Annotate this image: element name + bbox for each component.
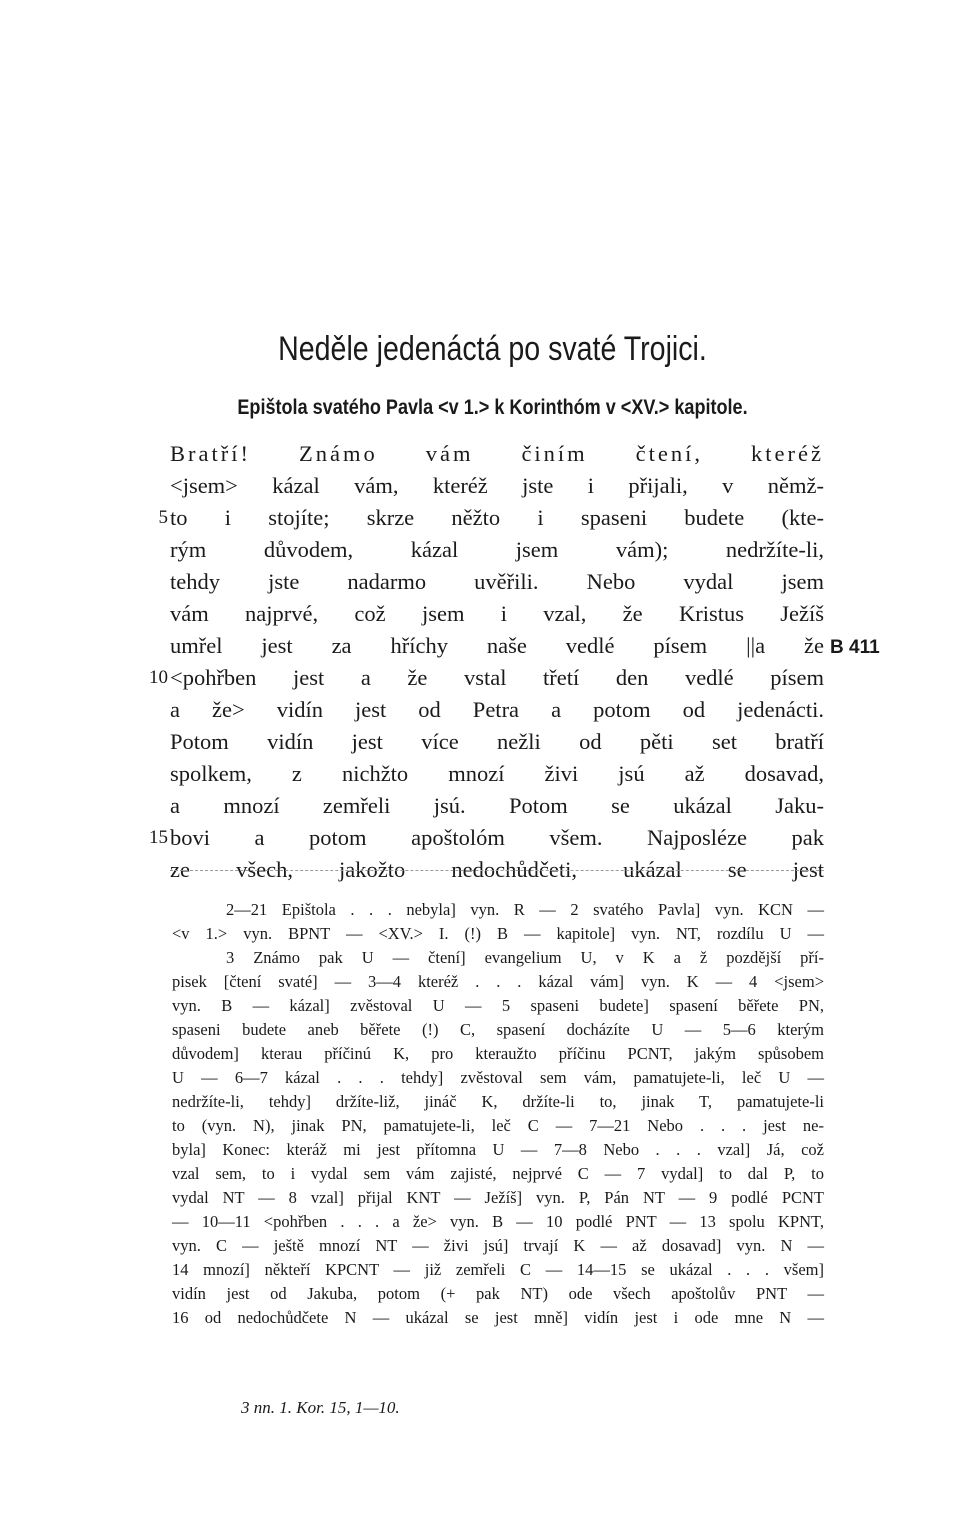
body-line: bovi a potom apoštolóm všem. Najposléze pak	[170, 825, 824, 850]
note-line: 2—21 Epištola . . . nebyla] vyn. R — 2 svatého Pavla] vyn. KCN —	[226, 900, 824, 919]
note-line: důvodem] kterau příčinú K, pro kteraužto příčinu PCNT, jakým spůsobem	[172, 1044, 824, 1063]
body-line: to i stojíte; skrze něžto i spaseni budete (kte-	[170, 505, 824, 530]
line-number: 10	[149, 667, 168, 688]
note-line: U — 6—7 kázal . . . tehdy] zvěstoval sem vám, pamatujete-li, leč U —	[172, 1068, 824, 1087]
note-line: nedržíte-li, tehdy] držíte-liž, jináč K, držíte-li to, jinak T, pamatujete-li	[172, 1092, 824, 1111]
body-line: Bratří! Známo vám činím čtení, kteréž	[170, 441, 824, 466]
note-line: 14 mnozí] někteří KPCNT — již zemřeli C — 14—15 se ukázal . . . všem]	[172, 1260, 824, 1279]
note-line: <v 1.> vyn. BPNT — <XV.> I. (!) B — kapitole] vyn. NT, rozdílu U —	[172, 924, 824, 943]
note-line: spaseni budete aneb běřete (!) C, spasení docházíte U — 5—6 kterým	[172, 1020, 824, 1039]
note-line: 16 od nedochůdčete N — ukázal se jest mně] vidín jest i ode mne N —	[172, 1308, 824, 1327]
body-line: umřel jest za hříchy naše vedlé písem ||a že	[170, 633, 824, 658]
body-line: vám najprvé, což jsem i vzal, že Kristus Ježíš	[170, 601, 824, 626]
body-line: rým důvodem, kázal jsem vám); nedržíte-li,	[170, 537, 824, 562]
note-line: to (vyn. N), jinak PN, pamatujete-li, leč C — 7—21 Nebo . . . jest ne-	[172, 1116, 824, 1135]
body-line: a mnozí zemřeli jsú. Potom se ukázal Jaku-	[170, 793, 824, 818]
body-line: ze všech, jakožto nedochůdčeti, ukázal se jest	[170, 857, 824, 882]
page-title: Neděle jedenáctá po svaté Trojici.	[278, 330, 707, 368]
page-subtitle: Epištola svatého Pavla <v 1.> k Korinthóm v <XV.> kapitole.	[237, 396, 748, 419]
body-line: tehdy jste nadarmo uvěřili. Nebo vydal jsem	[170, 569, 824, 594]
bible-reference-footnote: 3 nn. 1. Kor. 15, 1—10.	[241, 1398, 400, 1417]
note-line: byla] Konec: kteráž mi jest přítomna U — 7—8 Nebo . . . vzal] Já, což	[172, 1140, 824, 1159]
body-line: a že> vidín jest od Petra a potom od jedenácti.	[170, 697, 824, 722]
note-line: pisek [čtení svaté] — 3—4 kteréž . . . kázal vám] vyn. K — 4 <jsem>	[172, 972, 824, 991]
note-line: vyn. B — kázal] zvěstoval U — 5 spaseni budete] spasení běřete PN,	[172, 996, 824, 1015]
margin-page-reference: B 411	[830, 637, 880, 658]
note-line: — 10—11 <pohřben . . . a že> vyn. B — 10 podlé PNT — 13 spolu KPNT,	[172, 1212, 824, 1231]
body-line: <pohřben jest a že vstal třetí den vedlé písem	[170, 665, 824, 690]
body-line: <jsem> kázal vám, kteréž jste i přijali, v němž-	[170, 473, 824, 498]
footnote-divider	[170, 870, 824, 871]
body-line: spolkem, z nichžto mnozí živi jsú až dosavad,	[170, 761, 824, 786]
note-line: vidín jest od Jakuba, potom (+ pak NT) ode všech apoštolův PNT —	[172, 1284, 824, 1303]
note-line: vyn. C — ještě mnozí NT — živi jsú] trvají K — až dosavad] vyn. N —	[172, 1236, 824, 1255]
line-number: 5	[158, 507, 168, 528]
body-line: Potom vidín jest více nežli od pěti set bratří	[170, 729, 824, 754]
note-line: 3 Známo pak U — čtení] evangelium U, v K a ž pozdější pří-	[226, 948, 824, 967]
note-line: vzal sem, to i vydal sem vám zajisté, nejprvé C — 7 vydal] to dal P, to	[172, 1164, 824, 1183]
line-number: 15	[149, 827, 168, 848]
note-line: vydal NT — 8 vzal] přijal KNT — Ježíš] vyn. P, Pán NT — 9 podlé PCNT	[172, 1188, 824, 1207]
